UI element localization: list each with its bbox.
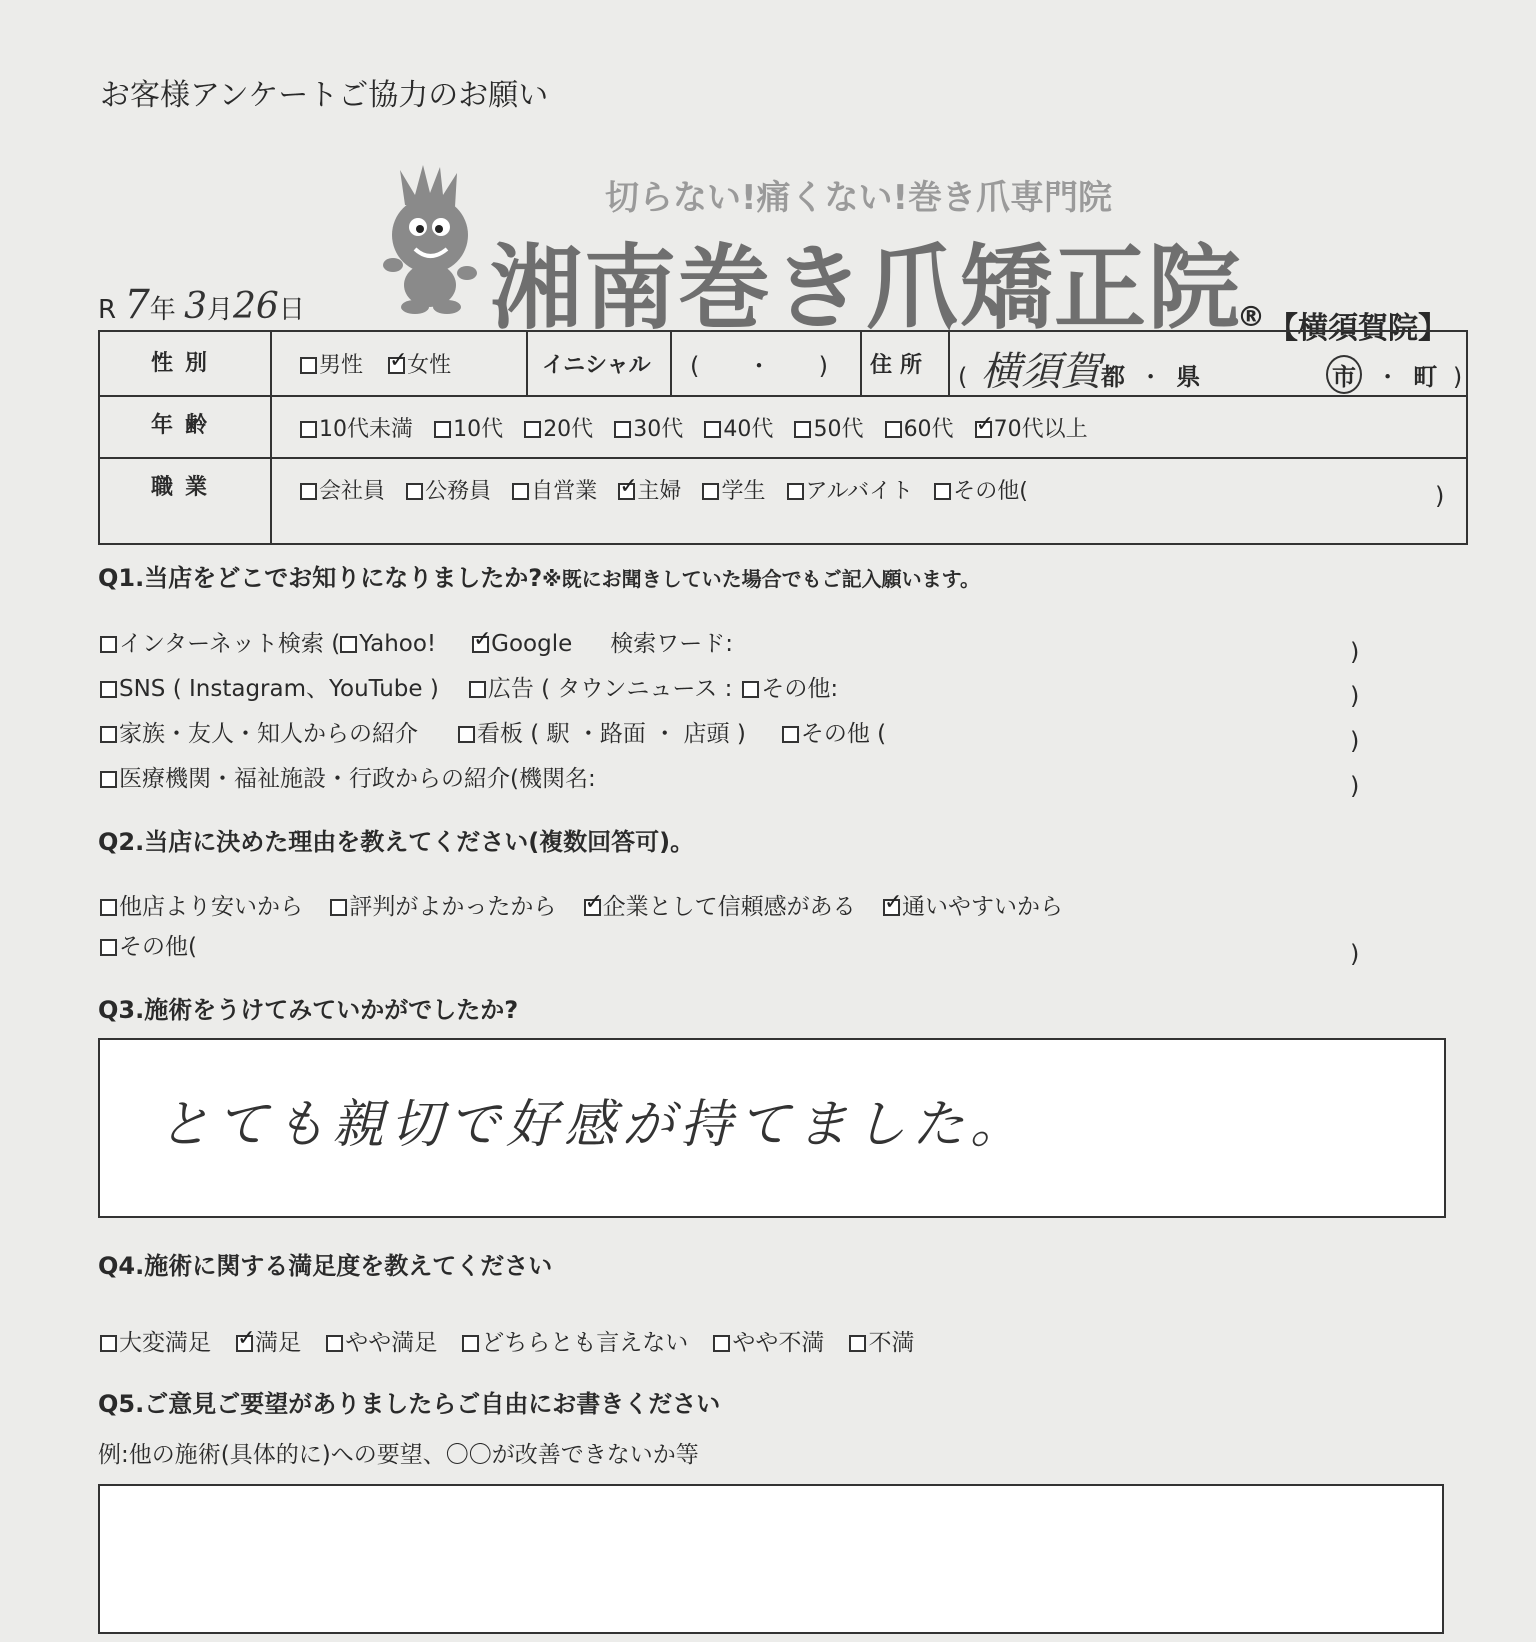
age-checkbox[interactable] <box>975 421 992 438</box>
initial-field[interactable] <box>690 346 828 381</box>
job-checkbox[interactable] <box>934 483 951 500</box>
age-option-label: 30代 <box>633 417 684 442</box>
family-label: 家族・友人・知人からの紹介 <box>119 721 418 747</box>
age-option[interactable] <box>885 412 954 443</box>
date-era: R <box>98 295 117 325</box>
age-option-label: 20代 <box>543 417 594 442</box>
gender-female-option[interactable] <box>388 348 451 379</box>
satisfaction-label: 大変満足 <box>119 1330 211 1356</box>
age-checkbox[interactable] <box>885 421 902 438</box>
satisfaction-option[interactable] <box>713 1324 824 1357</box>
age-checkbox[interactable] <box>794 421 811 438</box>
q1-row2-close: ) <box>1350 682 1360 710</box>
gender-female-checkbox[interactable] <box>388 357 405 374</box>
survey-title: お客様アンケートご協力のお願い <box>100 78 549 113</box>
satisfaction-checkbox[interactable] <box>326 1335 343 1352</box>
job-option-label: 自営業 <box>531 479 598 504</box>
date-month: 3 <box>184 286 207 327</box>
internet-checkbox[interactable] <box>100 636 117 653</box>
age-checkbox[interactable] <box>524 421 541 438</box>
job-checkbox[interactable] <box>512 483 529 500</box>
q1-row-sns <box>100 670 838 703</box>
internet-label: インターネット検索 ( <box>119 631 341 657</box>
age-option[interactable] <box>300 412 413 443</box>
q1-row3-close: ) <box>1350 727 1360 755</box>
q1-row-internet <box>100 625 733 658</box>
job-option-label: 学生 <box>721 479 766 504</box>
q1-note: ※既にお聞きしていた場合でもご記入願います。 <box>542 567 980 591</box>
q2-option-label: 通いやすいから <box>901 894 1063 920</box>
q3-title: Q3.施術をうけてみていかがでしたか? <box>98 996 519 1024</box>
job-checkbox[interactable] <box>618 483 635 500</box>
q2-option-label: 評判がよかったから <box>349 894 557 920</box>
date-month-unit: 月 <box>206 295 233 325</box>
address-shi: 市 <box>1326 355 1362 394</box>
registered-mark: ® <box>1237 300 1265 333</box>
satisfaction-checkbox[interactable] <box>849 1335 866 1352</box>
search-word-label: 検索ワード: <box>610 631 733 657</box>
job-option[interactable] <box>787 474 914 505</box>
q2-checkbox[interactable] <box>883 899 900 916</box>
ad-checkbox[interactable] <box>469 681 486 698</box>
initial-open: ( <box>690 352 700 380</box>
date-year: 7 <box>124 282 150 328</box>
address-dot2: ・ <box>1375 363 1400 391</box>
job-option-label: 会社員 <box>319 479 386 504</box>
initial-close: ) <box>818 352 829 380</box>
satisfaction-checkbox[interactable] <box>462 1335 479 1352</box>
gender-male-label: 男性 <box>319 353 364 378</box>
age-option[interactable] <box>704 412 773 443</box>
yahoo-checkbox[interactable] <box>340 636 357 653</box>
job-option-label: その他( <box>953 479 1028 504</box>
satisfaction-label: 満足 <box>255 1330 302 1356</box>
age-checkbox[interactable] <box>300 421 317 438</box>
address-machi: 町 <box>1413 363 1438 391</box>
q5-title: Q5.ご意見ご要望がありましたらご自由にお書きください <box>98 1390 721 1418</box>
q5-answer-box[interactable] <box>98 1484 1444 1634</box>
address-open: ( <box>958 363 968 391</box>
family-other-checkbox[interactable] <box>782 726 799 743</box>
job-option-label: 公務員 <box>425 479 492 504</box>
age-option[interactable] <box>614 412 683 443</box>
satisfaction-option[interactable] <box>236 1324 301 1357</box>
survey-date <box>98 282 305 328</box>
q3-answer-text: とても親切で好感が持てました。 <box>158 1095 1029 1155</box>
address-label: 住所 <box>870 353 931 378</box>
age-checkbox[interactable] <box>704 421 721 438</box>
yahoo-label: Yahoo! <box>359 631 437 657</box>
satisfaction-checkbox[interactable] <box>100 1335 117 1352</box>
q2-option[interactable] <box>330 888 556 921</box>
q2-other <box>100 928 197 961</box>
satisfaction-label: どちらとも言えない <box>481 1330 689 1356</box>
gender-male-option[interactable] <box>300 348 363 379</box>
google-label: Google <box>491 631 573 657</box>
age-option-label: 50代 <box>813 417 864 442</box>
ad-other-checkbox[interactable] <box>742 681 759 698</box>
address-close: ) <box>1452 363 1463 391</box>
address-dot1: ・ <box>1138 363 1163 391</box>
job-option[interactable] <box>512 474 597 505</box>
age-option-label: 40代 <box>723 417 774 442</box>
sign-checkbox[interactable] <box>458 726 475 743</box>
job-option-label: 主婦 <box>637 479 682 504</box>
clinic-tagline: 切らない!痛くない!巻き爪専門院 <box>605 178 1113 218</box>
q1-row-family <box>100 715 886 748</box>
address-to: 都 <box>1101 363 1126 391</box>
family-other-label: その他 ( <box>800 721 887 747</box>
age-option-label: 10代 <box>453 417 504 442</box>
family-checkbox[interactable] <box>100 726 117 743</box>
q2-title: Q2.当店に決めた理由を教えてください(複数回答可)。 <box>98 828 695 856</box>
satisfaction-label: 不満 <box>868 1330 915 1356</box>
address-field[interactable] <box>958 340 1462 397</box>
age-option-label: 10代未満 <box>319 417 413 442</box>
satisfaction-label: やや満足 <box>345 1330 438 1356</box>
age-option-label: 60代 <box>903 417 954 442</box>
date-day-unit: 日 <box>278 295 305 325</box>
address-handwritten: 横須賀 <box>981 349 1102 395</box>
q2-option[interactable] <box>584 888 856 921</box>
age-option[interactable] <box>524 412 593 443</box>
satisfaction-option[interactable] <box>326 1324 437 1357</box>
job-option[interactable] <box>300 474 385 505</box>
satisfaction-option[interactable] <box>849 1324 914 1357</box>
q2-option-label: 企業として信頼感がある <box>602 894 856 920</box>
age-option[interactable] <box>434 412 503 443</box>
age-label: 年齢 <box>100 395 272 457</box>
satisfaction-option[interactable] <box>462 1324 688 1357</box>
ad-other-label: その他: <box>761 676 839 702</box>
satisfaction-option[interactable] <box>100 1324 211 1357</box>
q2-option[interactable] <box>100 888 303 921</box>
satisfaction-label: やや不満 <box>732 1330 825 1356</box>
q4-title: Q4.施術に関する満足度を教えてください <box>98 1252 553 1280</box>
date-year-unit: 年 <box>149 295 176 325</box>
job-checkbox[interactable] <box>702 483 719 500</box>
q2-other-close: ) <box>1350 940 1360 968</box>
initial-label: イニシャル <box>542 353 651 378</box>
sign-label: 看板 ( 駅 ・路面 ・ 店頭 ) <box>477 721 746 747</box>
q3-answer-box[interactable] <box>98 1038 1446 1218</box>
q1-row-medical <box>100 760 596 793</box>
q2-other-label: その他( <box>119 934 197 960</box>
initial-dot: ・ <box>747 352 772 380</box>
job-option-label: アルバイト <box>805 479 914 504</box>
q5-example: 例:他の施術(具体的に)への要望、〇〇が改善できないか等 <box>98 1442 699 1468</box>
age-checkbox[interactable] <box>614 421 631 438</box>
job-option[interactable] <box>934 474 1028 505</box>
q2-checkbox[interactable] <box>584 899 601 916</box>
job-checkbox[interactable] <box>406 483 423 500</box>
age-option-label: 70代以上 <box>993 417 1088 442</box>
customer-info-table <box>98 330 1468 545</box>
medical-label: 医療機関・福祉施設・行政からの紹介(機関名: <box>119 766 596 792</box>
mascot-logo-icon <box>375 165 485 319</box>
q1-heading <box>98 558 980 593</box>
age-option[interactable] <box>975 412 1088 443</box>
job-checkbox[interactable] <box>787 483 804 500</box>
q2-option-label: 他店より安いから <box>119 894 303 920</box>
q1-row1-close: ) <box>1350 638 1360 666</box>
clinic-name: 湘南巻き爪矯正院 <box>490 235 1243 342</box>
job-option[interactable] <box>406 474 491 505</box>
satisfaction-checkbox[interactable] <box>236 1335 253 1352</box>
q2-option[interactable] <box>883 888 1063 921</box>
q2-options <box>100 888 1063 921</box>
job-option[interactable] <box>702 474 765 505</box>
q1-row4-close: ) <box>1350 772 1360 800</box>
gender-female-label: 女性 <box>407 353 452 378</box>
medical-checkbox[interactable] <box>100 771 117 788</box>
job-option[interactable] <box>618 474 681 505</box>
sns-checkbox[interactable] <box>100 681 117 698</box>
address-ken: 県 <box>1176 363 1201 391</box>
gender-label: 性別 <box>100 332 272 395</box>
q2-other-checkbox[interactable] <box>100 939 117 956</box>
gender-male-checkbox[interactable] <box>300 357 317 374</box>
age-checkbox[interactable] <box>434 421 451 438</box>
satisfaction-checkbox[interactable] <box>713 1335 730 1352</box>
q1-title: Q1.当店をどこでお知りになりましたか? <box>98 564 543 592</box>
job-other-close: ) <box>1435 482 1445 510</box>
job-checkbox[interactable] <box>300 483 317 500</box>
google-checkbox[interactable] <box>472 636 489 653</box>
q2-checkbox[interactable] <box>330 899 347 916</box>
date-day: 26 <box>233 286 279 327</box>
q4-options <box>100 1324 914 1357</box>
branch-name: 【横須賀院】 <box>1268 311 1448 346</box>
sns-label: SNS ( Instagram、YouTube ) <box>119 676 439 702</box>
age-option[interactable] <box>794 412 863 443</box>
job-label: 職業 <box>100 457 272 543</box>
q2-checkbox[interactable] <box>100 899 117 916</box>
ad-label: 広告 ( タウンニュース : <box>487 676 733 702</box>
